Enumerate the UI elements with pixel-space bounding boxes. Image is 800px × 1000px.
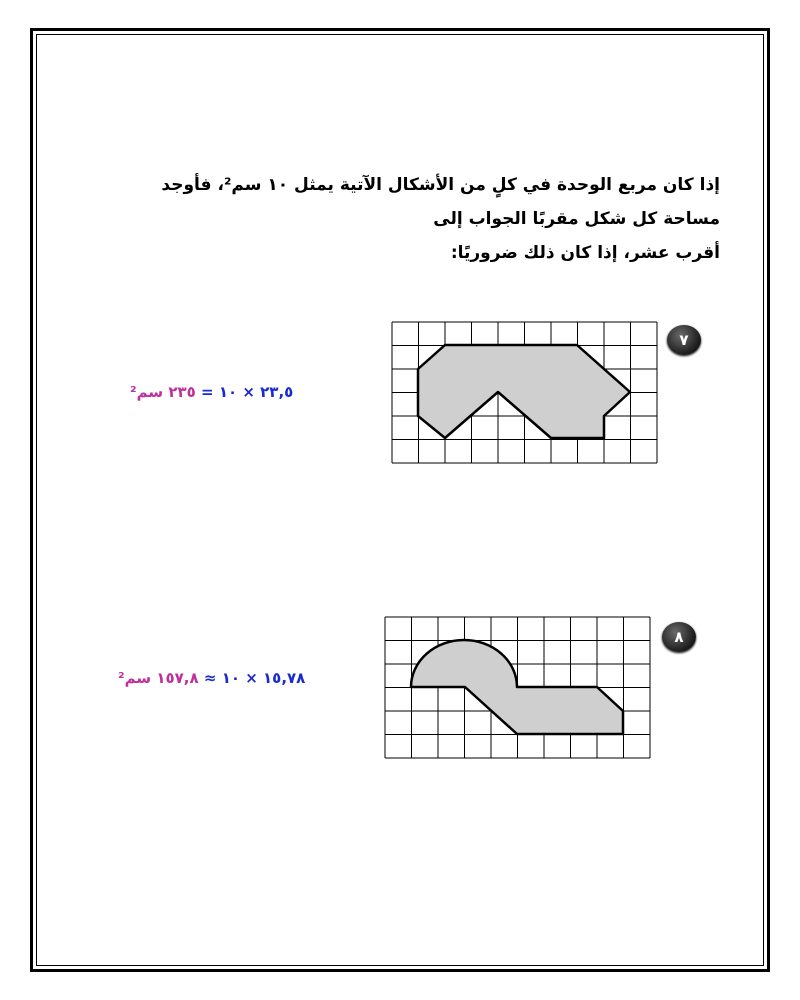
problem-7-number-badge: ٧ bbox=[667, 325, 701, 355]
problem-8-answer-equation: ١٥,٧٨ × ١٠ ≈ bbox=[203, 669, 306, 687]
problem-8-number-badge: ٨ bbox=[662, 622, 696, 652]
problem-7-answer-result: ٢٣٥ سم² bbox=[130, 383, 196, 401]
problem-7-answer bbox=[130, 383, 293, 401]
instructions bbox=[100, 168, 720, 270]
instructions-line-1: إذا كان مربع الوحدة في كلٍ من الأشكال الآتية يمثل ١٠ سم²، فأوجد مساحة كل شكل مقربًا الجواب إلى bbox=[161, 175, 720, 229]
problem-8-figure bbox=[385, 617, 650, 758]
problem-8-answer-result: ١٥٧,٨ سم² bbox=[118, 669, 199, 687]
problem-7-answer-equation: ٢٣,٥ × ١٠ = bbox=[201, 383, 294, 401]
instructions-line-2: أقرب عشر، إذا كان ذلك ضروريًا: bbox=[450, 243, 720, 263]
problem-8-answer bbox=[118, 669, 305, 687]
problem-7-figure bbox=[392, 322, 657, 463]
